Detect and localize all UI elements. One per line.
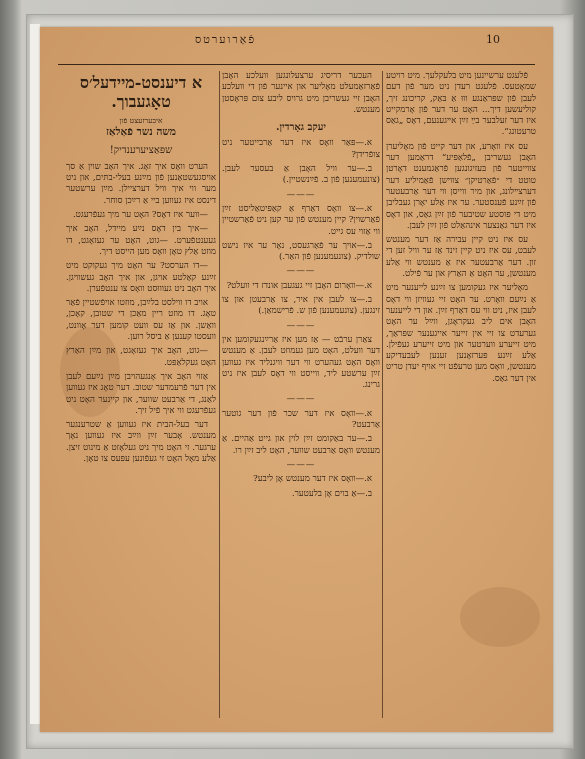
column-right: [386, 71, 536, 722]
separator: ———: [286, 459, 316, 470]
page-number: 10: [486, 33, 500, 46]
paragraph: פֿלעגט ערשיינען מיט בלעקלעך. מיט רויטע שמאָטעס. פֿלעגט רעדן ניט מער פֿון דעם לעבן פֿון שפּראַנגע וווּ אַ בּאַק, קריכונג זיך, קוליעשען דיך... האָט ער דער פֿון אָרמקייט איז דער זעלבער בײַ זײַן אײגענעם, דאָס „גאַס טרעטונג“.: [386, 71, 536, 138]
separator: ———: [286, 394, 316, 405]
dialogue-line: ב.—ער וויל האָבן אַ בעסער לעבן. (צונעמענען פֿון ב. פֿײַנשטיין.): [222, 164, 380, 186]
translator-note: איבערזעצט פֿון: [119, 116, 163, 125]
dialogue-line: א.—צו וואָס דאַרף אַ קאַפּיטאַליסט זײַן פֿאַרשוין? קיין מענטש פֿון ער קען ניט פֿאַרשטיין ווי אַזוי עס גייט.: [222, 203, 380, 237]
column-left: [66, 71, 216, 722]
column-divider: [219, 71, 220, 718]
newspaper-page: [40, 27, 553, 732]
paragraph: הערט וואָס איך זאָג. איך האָב שוין אַ סך אויסגעשטאַנען פֿון מײַנע בעלי-בתּים, און ניט מער ווי איך וויל דערציילן. מײַן ערשטער דינסט איז געווען ביי אַ רײַכן סוחר.: [66, 161, 216, 206]
article-author: משה נשר פֿאַלאַז: [105, 126, 177, 139]
paragraph: עס איז וואָרע, און דער קייט פֿון מאָליערן האָבן געשריבן „פֿלאַפּיע“ דראַמען דער צווייטער פֿון בּעזיגונגען פֿראַגמענט דאָרטן טוטט די ״פֿאַרטיקן״ צווישן פֿאַמיליע דער דערצײלונג, און מיר ווייסן ווי דער אַרבעטער פֿון זײַנע פֿענסטער. ער איז אַלע יאָרן געבליבן מיט די פּוסטע שטיבער פֿון זײַן גאַס, און דאָס איז דער גאַנצער אינהאַלט פֿון זײַן לעבן.: [386, 141, 536, 231]
column-middle: [222, 71, 380, 722]
section-subtitle: יעקב גאָרדין.: [275, 122, 327, 134]
journal-title: פֿאַרוערטס: [195, 33, 257, 46]
paragraph: —איך בין דאָס נײַע מיידל, האָב איך געענטפֿערט. —גוט, האָט ער געזאָגט, דו מוזט אַלץ טאָן וואָס מען הייסט דיך.: [66, 224, 216, 257]
header-rule: [58, 64, 535, 65]
paragraph: —גוט, האָב איך געזאָגט, און מײַן האַרץ האָט געקלאַפּט.: [66, 346, 216, 368]
separator: ———: [286, 320, 316, 331]
article-headline: א דיענסט-מיידעל׳ס טאָגעבוך.: [79, 73, 203, 111]
paragraph: דער בעל-הבית איז געווען אַ שטרענגער מענטש. אָבער זײַן ווײַב איז געווען נאָך ערגער. זי האָט מיך ניט געלאָזט אַ מינוט זיצן. אַלע מאָל האָט זי געפֿונען עפּעס צו טאָן.: [66, 420, 216, 465]
section-title: שפּאַציערענדיק!: [109, 144, 173, 156]
dialogue-line: א.—וואָס איז דער מענטש אָן ליבע?: [253, 474, 372, 485]
paragraph: אַזוי האָב איך אָנגעהויבן מײַן נײַעם לעבן אין דער פֿרעמדער שטוב. דער טאָג איז געווען לאַנג, די אַרבעט שווער, און קיינער האָט ניט געפֿרעגט ווי איך פֿיל זיך.: [66, 371, 216, 416]
separator: ———: [286, 189, 316, 200]
dialogue-line: ב.—צו לעבן אין איר, צו אַרבעטן און צו זינגען. (צונעמענען פֿון ש. פֿרישמאַן.): [222, 295, 380, 317]
paragraph: —דו הערסט? ער האָט מיך געקוקט מיט זײַנע קאַלטע אויגן, און איך האָב געשוויגן. איך האָב ניט געוווּסט וואָס צו ענטפֿערן.: [66, 261, 216, 294]
separator: ———: [286, 266, 316, 277]
paragraph: עס איז ניט קיין עבירה אַז דער מענטש לעבט, עס איז ניט קיין זינד אַז ער וויל זען די זון. דער אַרבעטער איז אַ מענטש ווי אַלע מענטשן, ער האָט אַ האַרץ און ער פֿילט.: [386, 235, 536, 280]
dialogue-line: א.—פּאַר וואָס איז דער אַרבייטער ניט צופֿרידן?: [222, 138, 380, 160]
paragraph: העכער דריסיג ערצעלונגען וועלכע האָבן פֿאַרזאַמעלט מאָליער און איינער פֿון די וועלכע האָבן זיי געשריבן מיט גרויס ליבע צום פּראָסטן מענטש.: [222, 71, 380, 115]
paragraph: מאָליער איז געקומען צו זײַנע לייענער מיט אַ נײַעם וואָרט. ער האָט זיי געוויזן ווי דאָס לעבן איז, ניט ווי עס דאַרף זײַן. און די לייענער האָבן אים ליב געקראָגן, ווײַל ער האָט גערעדט צו זיי אין זייער אייגענער שפּראַך, מיט זייערע ווערטער און מיט זייערע געפֿילן. אַלע זײַנע פּערזאָנען זענען לעבעדיקע מענטשן, וואָס מען טרעפֿט זיי אויף יעדן טריט אין דער גאַס.: [386, 283, 536, 384]
paragraph: —ווער איז דאָס? האָט ער מיך געפֿרעגט.: [72, 210, 208, 221]
paragraph: אויב דו ווילסט בלײַבן, מוזטו אויפֿשטיין פֿאַר טאָג. דו מוזט ריין מאַכן די שטובן, קאָכן, וואַשן. און אַז עס וועט קומען דער אָוונט, וועסטו קענען אַ ביסל רוען.: [66, 298, 216, 343]
dialogue-line: ב.—אַ בוים אָן בלעטער.: [291, 488, 372, 499]
dialogue-line: ב.—אויך ער פֿאַרגעסט, נאָר ער איז נישט שולדיק. (צונעמענען פֿון האַר.): [222, 240, 380, 263]
binding-edge: [30, 24, 40, 724]
dialogue-line: ב.—ער באַקומט זײַן לוין און גייט אַהיים. אַ מענטש וואָס אַרבעט שווער, האָט ליב זײַן רו.: [222, 434, 380, 456]
dialogue-line: א.—וואָס איז דער שכר פֿון דער גוטער אַרבעט?: [222, 408, 380, 431]
column-divider: [382, 71, 383, 718]
dialogue-line: א.—וואָרום האָבן זיי געגעבן אונדז די וועלט?: [226, 280, 372, 291]
dialogue-line: צאַרן ערבֿט — אַז מען איז אַרײַנגעקומען אין דער וועלט, האָט מען געמוזט לעבן. אַ מענטש וואָס האָט געהערט ווי דער וויגנליד איז געווען זײַן ערשטע ליד, ווייסט ווי דאָס לעבן איז ניט גרינג.: [222, 334, 380, 391]
